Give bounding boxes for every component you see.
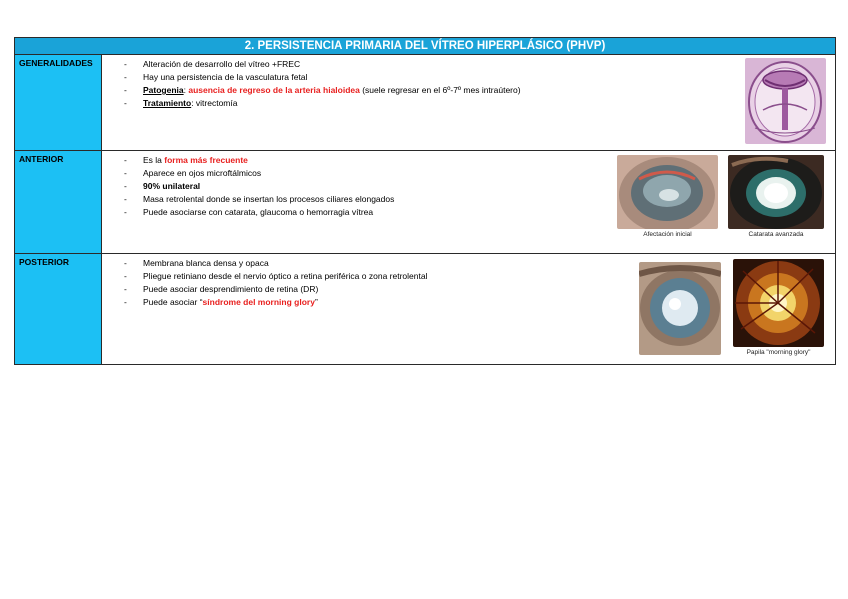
list-item: - Puede asociar “síndrome del morning glory” xyxy=(102,296,835,309)
initial-lesion-image xyxy=(617,155,718,229)
list-item: - Es la forma más frecuente xyxy=(102,154,835,167)
list-item: - Alteración de desarrollo del vítreo +FREC xyxy=(102,58,835,71)
posterior-eye-image xyxy=(639,262,721,355)
list-item: - Tratamiento: vitrectomía xyxy=(102,97,835,110)
list-item: - Puede asociarse con catarata, glaucoma o hemorragia vítrea xyxy=(102,206,835,219)
table-title: 2. PERSISTENCIA PRIMARIA DEL VÍTREO HIPERPLÁSICO (PHVP) xyxy=(15,38,835,55)
row-anterior xyxy=(15,151,835,254)
row-posterior xyxy=(15,254,835,364)
image-caption: Catarata avanzada xyxy=(748,231,804,238)
list-item: - Hay una persistencia de la vasculatura fetal xyxy=(102,71,835,84)
row-label: POSTERIOR xyxy=(15,254,102,364)
morning-glory-fundus-image xyxy=(733,259,824,347)
phvp-table xyxy=(14,37,836,365)
bullet-list xyxy=(102,151,835,219)
list-item: - Patogenia: ausencia de regreso de la arteria hialoidea (suele regresar en el 6º-7º mes intraútero) xyxy=(102,84,835,97)
list-item: - 90% unilateral xyxy=(102,180,835,193)
histology-image xyxy=(745,58,826,144)
image-caption: Papila "morning glory" xyxy=(746,349,811,356)
row-label: ANTERIOR xyxy=(15,151,102,253)
row-generalidades xyxy=(15,55,835,151)
bullet-list xyxy=(102,254,835,309)
bullet-list xyxy=(102,55,835,110)
advanced-cataract-image xyxy=(728,155,824,229)
list-item: - Aparece en ojos microftálmicos xyxy=(102,167,835,180)
list-item: - Membrana blanca densa y opaca xyxy=(102,257,835,270)
image-caption: Afectación inicial xyxy=(643,231,692,238)
row-label: GENERALIDADES xyxy=(15,55,102,150)
list-item: - Masa retrolental donde se insertan los procesos ciliares elongados xyxy=(102,193,835,206)
list-item: - Pliegue retiniano desde el nervio óptico a retina periférica o zona retrolental xyxy=(102,270,835,283)
list-item: - Puede asociar desprendimiento de retina (DR) xyxy=(102,283,835,296)
